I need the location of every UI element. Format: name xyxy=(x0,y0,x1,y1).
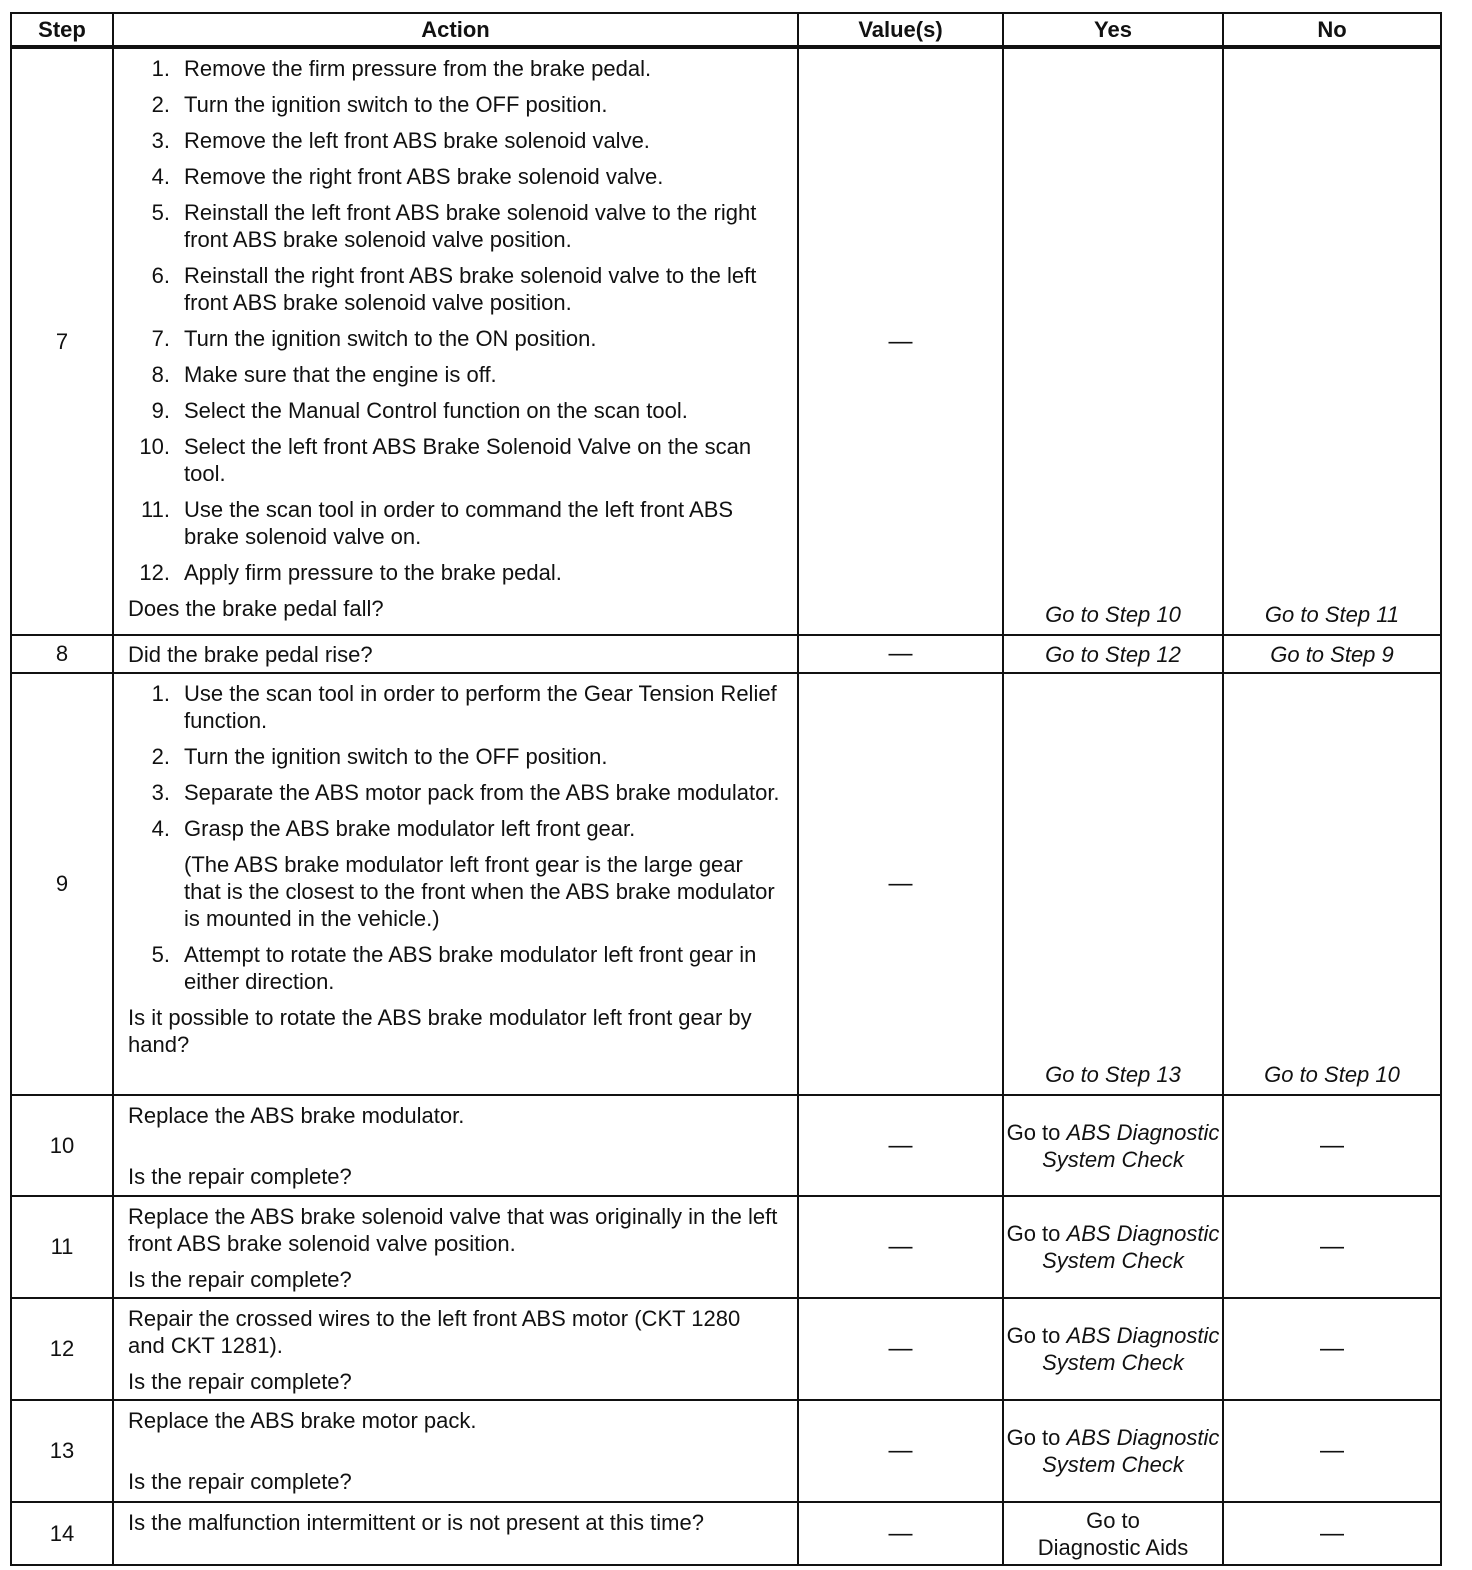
action-text: Replace the ABS brake modulator. xyxy=(128,1103,465,1128)
no-cell: — xyxy=(1223,1502,1441,1565)
action-cell xyxy=(113,1196,798,1298)
value-cell: — xyxy=(798,673,1003,1095)
action-cell xyxy=(113,1298,798,1400)
yes-link[interactable]: ABS Diagnostic System Check xyxy=(1042,1221,1220,1273)
no-cell: — xyxy=(1223,1400,1441,1502)
list-item xyxy=(128,815,783,842)
list-item xyxy=(128,559,783,586)
list-text: Select the left front ABS Brake Solenoid Valve on the scan tool. xyxy=(184,434,752,486)
list-number: 2. xyxy=(151,744,170,769)
value-cell: — xyxy=(798,1095,1003,1196)
no-cell: — xyxy=(1223,1196,1441,1298)
list-text: Use the scan tool in order to command the left front ABS brake solenoid valve on. xyxy=(184,497,734,549)
list-text: Remove the firm pressure from the brake pedal. xyxy=(184,56,652,81)
action-cell xyxy=(113,1095,798,1196)
action-question: Is the repair complete? xyxy=(128,1369,352,1394)
list-text: Separate the ABS motor pack from the ABS brake modulator. xyxy=(184,780,780,805)
list-text: Apply firm pressure to the brake pedal. xyxy=(184,560,562,585)
list-number: 10. xyxy=(139,434,170,459)
action-question: Is the repair complete? xyxy=(128,1164,352,1189)
yes-cell: Go to Step 10 xyxy=(1003,47,1223,635)
list-text: Turn the ignition switch to the OFF position. xyxy=(184,744,608,769)
action-text: Replace the ABS brake solenoid valve that was originally in the left front ABS brake solenoid valve position. xyxy=(128,1204,778,1256)
list-item xyxy=(128,325,783,352)
list-item xyxy=(128,199,783,253)
diagnostic-table xyxy=(10,12,1442,1566)
yes-cell xyxy=(1003,1400,1223,1502)
list-item xyxy=(128,496,783,550)
list-number: 1. xyxy=(151,56,170,81)
header-step: Step xyxy=(11,13,113,47)
list-item xyxy=(128,127,783,154)
list-number: 8. xyxy=(151,362,170,387)
value-cell: — xyxy=(798,1298,1003,1400)
action-question: Is the repair complete? xyxy=(128,1469,352,1494)
action-cell xyxy=(113,635,798,673)
value-cell: — xyxy=(798,1400,1003,1502)
yes-link[interactable]: ABS Diagnostic System Check xyxy=(1042,1119,1220,1172)
header-yes: Yes xyxy=(1003,13,1223,47)
action-question: Is the malfunction intermittent or is not present at this time? xyxy=(128,1510,704,1535)
list-item xyxy=(128,779,783,806)
value-cell: — xyxy=(798,1196,1003,1298)
action-question: Is it possible to rotate the ABS brake modulator left front gear by hand? xyxy=(128,1005,752,1057)
action-cell xyxy=(113,1502,798,1565)
list-item xyxy=(128,55,783,82)
yes-cell xyxy=(1003,1502,1223,1565)
list-item xyxy=(128,680,783,734)
list-number: 3. xyxy=(151,128,170,153)
list-text: Select the Manual Control function on the scan tool. xyxy=(184,398,688,423)
yes-cell xyxy=(1003,1196,1223,1298)
list-text: Turn the ignition switch to the ON position. xyxy=(184,326,597,351)
action-cell xyxy=(113,673,798,1095)
list-number: 1. xyxy=(151,681,170,706)
no-cell: Go to Step 9 xyxy=(1223,635,1441,673)
list-item xyxy=(128,91,783,118)
yes-link[interactable]: ABS Diagnostic System Check xyxy=(1042,1323,1220,1375)
list-number: 4. xyxy=(151,164,170,189)
list-number: 5. xyxy=(151,942,170,967)
action-list xyxy=(128,680,783,842)
list-item xyxy=(128,433,783,487)
yes-prefix: Go to xyxy=(1006,1221,1061,1246)
list-text: Grasp the ABS brake modulator left front gear. xyxy=(184,816,636,841)
action-cell xyxy=(113,1400,798,1502)
action-note: (The ABS brake modulator left front gear is the large gear that is the closest to the front when the ABS brake modulator is mounted in the vehicle.) xyxy=(184,852,775,931)
list-item xyxy=(128,397,783,424)
step-number: 12 xyxy=(11,1298,113,1400)
table-row-step-10 xyxy=(11,1095,1441,1196)
value-cell: — xyxy=(798,1502,1003,1565)
header-no: No xyxy=(1223,13,1441,47)
action-question: Does the brake pedal fall? xyxy=(128,596,384,621)
list-number: 2. xyxy=(151,92,170,117)
header-values: Value(s) xyxy=(798,13,1003,47)
list-text: Reinstall the right front ABS brake solenoid valve to the left front ABS brake solenoid valve position. xyxy=(184,263,757,315)
list-item xyxy=(128,262,783,316)
list-number: 9. xyxy=(151,398,170,423)
table-header-row xyxy=(11,13,1441,47)
list-number: 3. xyxy=(151,780,170,805)
list-text: Remove the right front ABS brake solenoid valve. xyxy=(184,164,664,189)
yes-cell xyxy=(1003,1298,1223,1400)
yes-prefix: Go to xyxy=(1006,1323,1061,1348)
list-item xyxy=(128,743,783,770)
table-row-step-12 xyxy=(11,1298,1441,1400)
action-text: Replace the ABS brake motor pack. xyxy=(128,1408,477,1433)
step-number: 13 xyxy=(11,1400,113,1502)
action-list-continued xyxy=(128,941,783,995)
table-row-step-8 xyxy=(11,635,1441,673)
list-number: 6. xyxy=(151,263,170,288)
no-cell: — xyxy=(1223,1095,1441,1196)
yes-prefix: Go to xyxy=(1086,1507,1140,1533)
yes-cell xyxy=(1003,1095,1223,1196)
table-row-step-13 xyxy=(11,1400,1441,1502)
action-question: Is the repair complete? xyxy=(128,1267,352,1292)
step-number: 10 xyxy=(11,1095,113,1196)
value-cell: — xyxy=(798,47,1003,635)
step-number: 8 xyxy=(11,635,113,673)
header-action: Action xyxy=(113,13,798,47)
list-item xyxy=(128,163,783,190)
table-row-step-14 xyxy=(11,1502,1441,1565)
action-cell xyxy=(113,47,798,635)
no-cell: — xyxy=(1223,1298,1441,1400)
list-number: 11. xyxy=(141,497,170,522)
list-text: Make sure that the engine is off. xyxy=(184,362,497,387)
list-item xyxy=(128,361,783,388)
yes-prefix: Go to xyxy=(1006,1425,1061,1450)
list-text: Reinstall the left front ABS brake solenoid valve to the right front ABS brake solenoid valve position. xyxy=(184,200,757,252)
value-cell: — xyxy=(798,635,1003,673)
yes-cell: Go to Step 12 xyxy=(1003,635,1223,673)
step-number: 14 xyxy=(11,1502,113,1565)
yes-cell: Go to Step 13 xyxy=(1003,673,1223,1095)
list-text: Attempt to rotate the ABS brake modulator left front gear in either direction. xyxy=(184,942,757,994)
table-row-step-7 xyxy=(11,47,1441,635)
list-number: 12. xyxy=(139,560,170,585)
list-item xyxy=(128,941,783,995)
yes-link[interactable]: Diagnostic Aids xyxy=(1037,1534,1189,1560)
no-cell: Go to Step 11 xyxy=(1223,47,1441,635)
no-cell: Go to Step 10 xyxy=(1223,673,1441,1095)
step-number: 7 xyxy=(11,47,113,635)
list-number: 4. xyxy=(151,816,170,841)
list-text: Use the scan tool in order to perform the Gear Tension Relief function. xyxy=(184,681,777,733)
table-row-step-11 xyxy=(11,1196,1441,1298)
action-text: Repair the crossed wires to the left front ABS motor (CKT 1280 and CKT 1281). xyxy=(128,1306,741,1358)
yes-link[interactable]: ABS Diagnostic System Check xyxy=(1042,1425,1220,1477)
action-question: Did the brake pedal rise? xyxy=(128,641,373,667)
list-number: 5. xyxy=(151,200,170,225)
list-number: 7. xyxy=(151,326,170,351)
yes-prefix: Go to xyxy=(1006,1119,1061,1145)
list-text: Remove the left front ABS brake solenoid valve. xyxy=(184,128,650,153)
action-list xyxy=(128,55,783,586)
list-text: Turn the ignition switch to the OFF position. xyxy=(184,92,608,117)
table-row-step-9 xyxy=(11,673,1441,1095)
step-number: 11 xyxy=(11,1196,113,1298)
step-number: 9 xyxy=(11,673,113,1095)
